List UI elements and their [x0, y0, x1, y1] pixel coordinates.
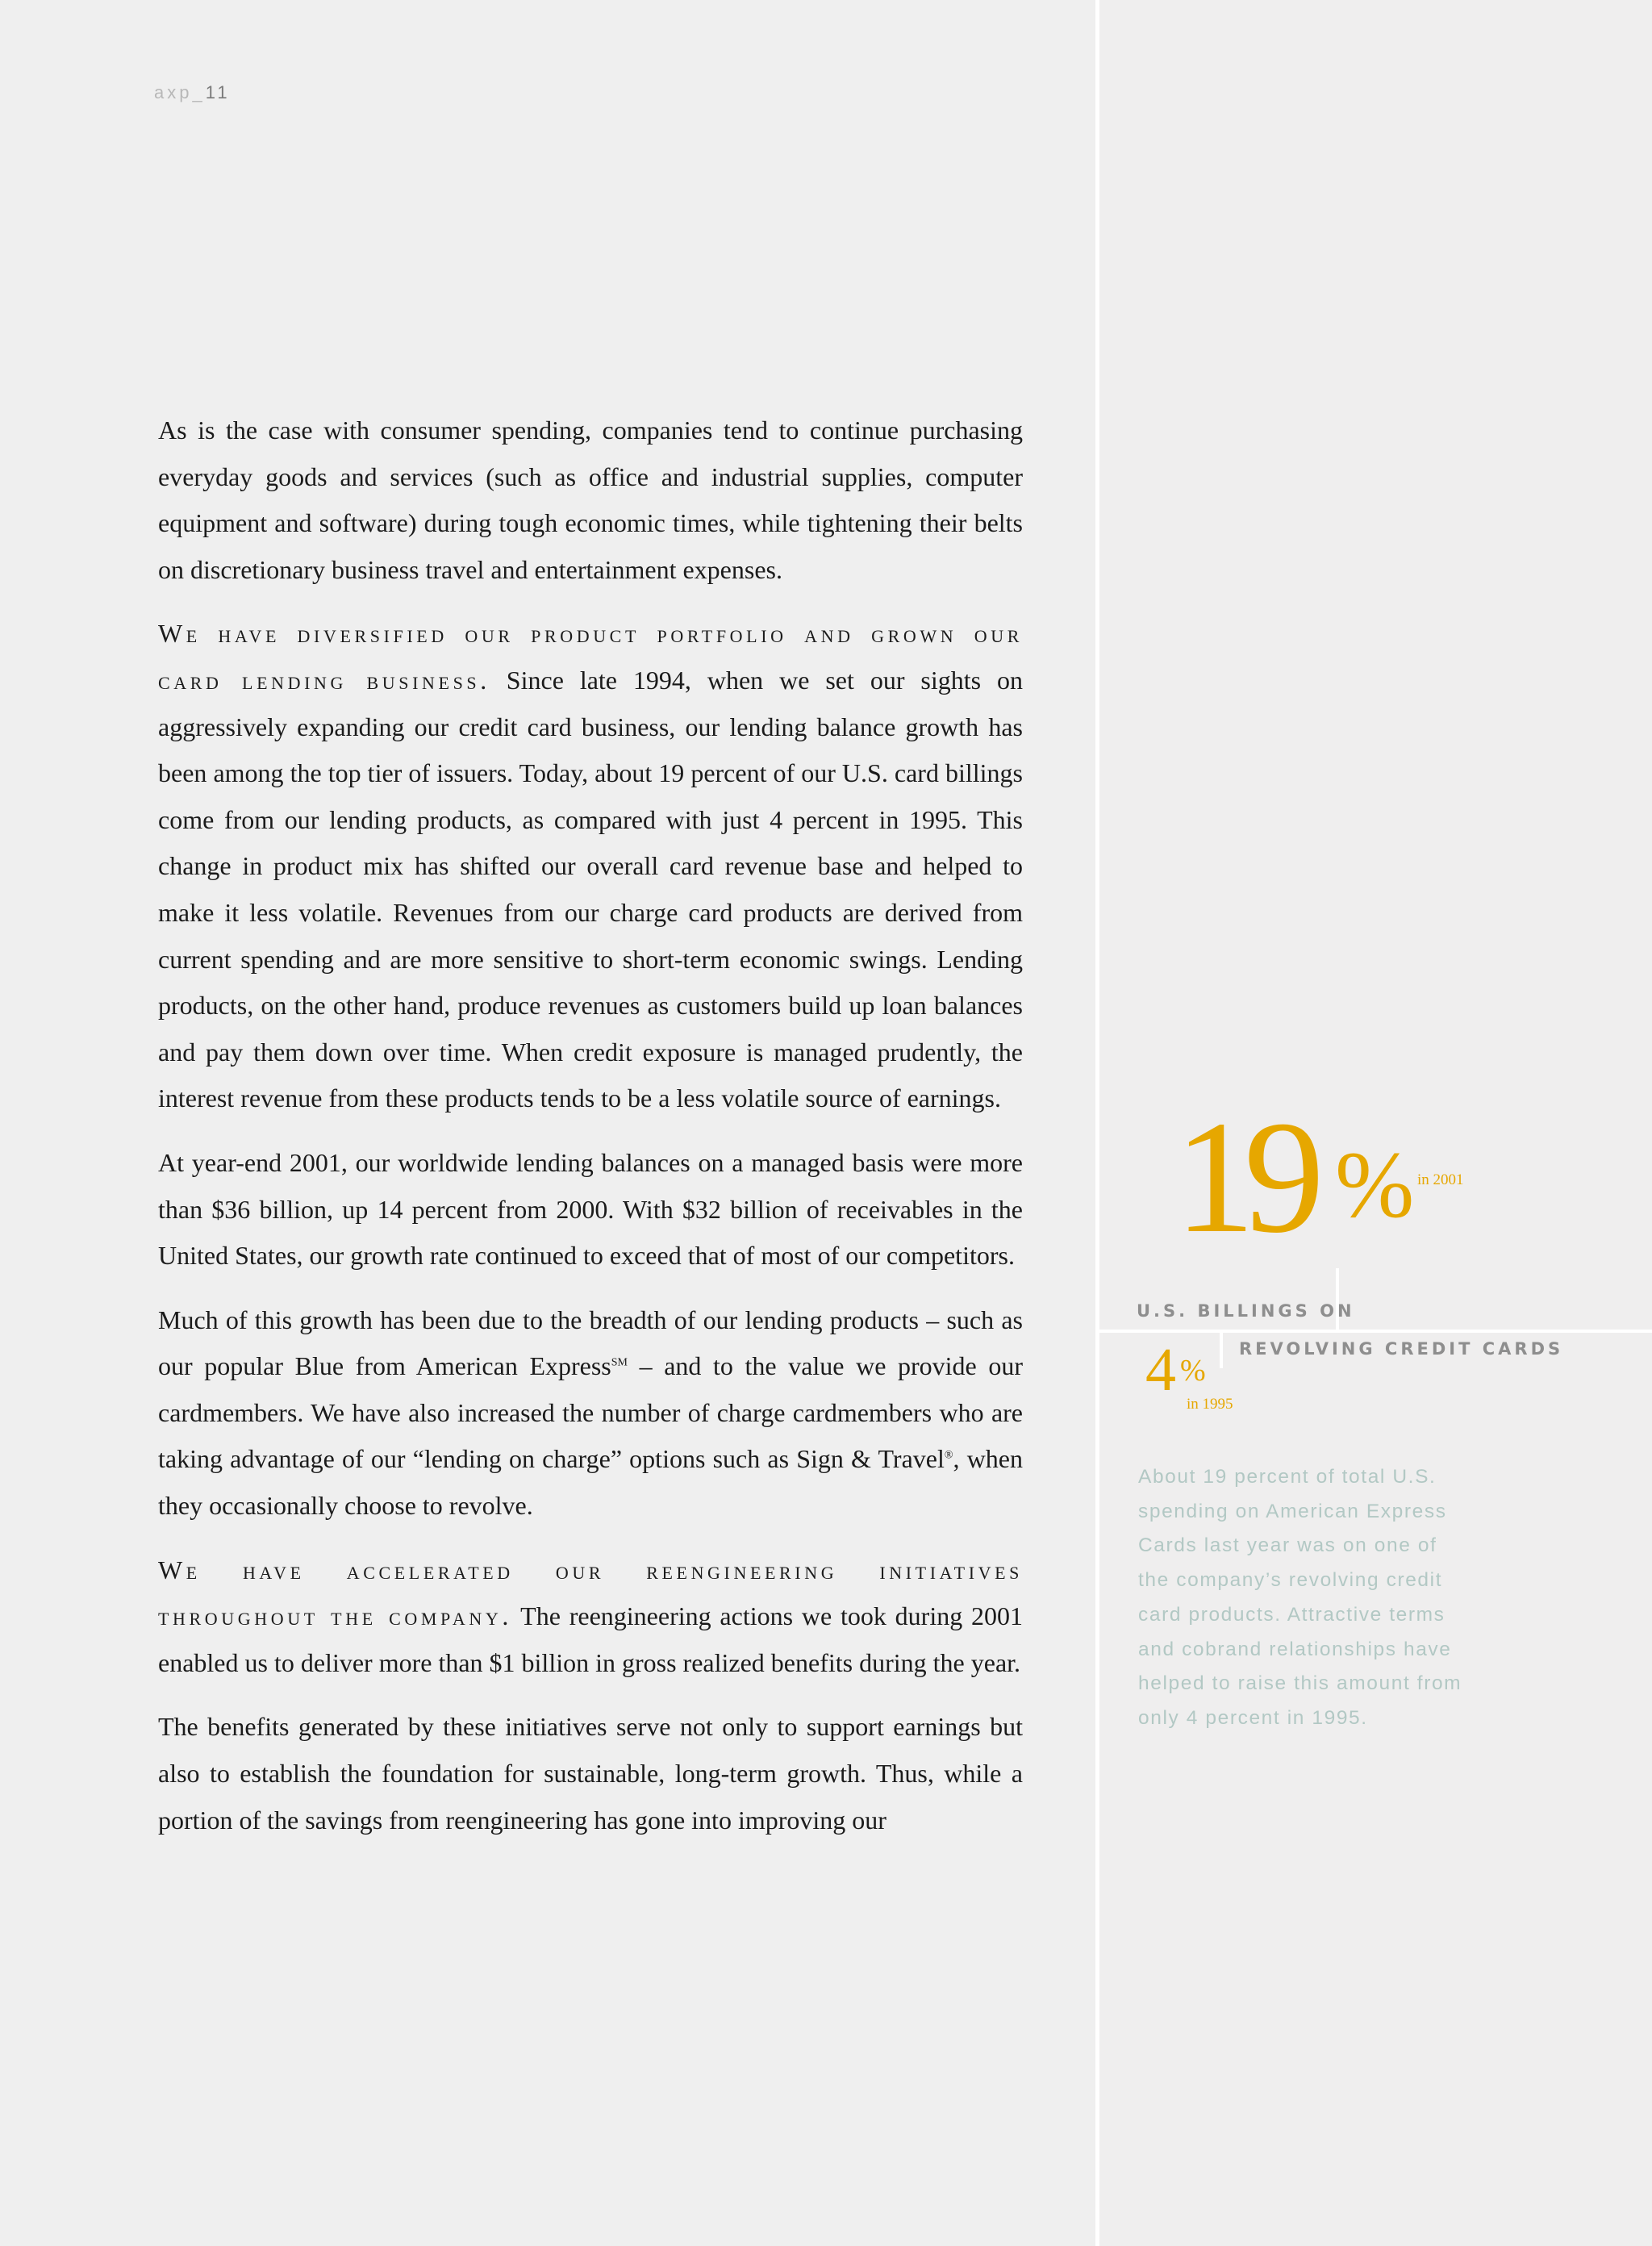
stat-horizontal-rule	[1099, 1330, 1652, 1333]
stat-connector-line	[1336, 1268, 1339, 1331]
stat-label-line-2: REVOLVING CREDIT CARDS	[1239, 1339, 1564, 1359]
page-number-value: 11	[205, 82, 231, 102]
stat-label-line-1: U.S. BILLINGS ON	[1137, 1301, 1355, 1321]
paragraph-4-part-c: , when they occasionally choose to revolve.	[158, 1444, 1024, 1521]
stat-1995-value: 4	[1145, 1336, 1176, 1404]
caption-line: the company’s revolving credit	[1138, 1569, 1443, 1592]
stat-1995-percent-sign: %	[1180, 1354, 1206, 1388]
stat-1995-year: in 1995	[1187, 1396, 1233, 1413]
paragraph-4-part-a: Much of this growth has been due to the breadth of our lending products – such as our popular Blue from American Express	[158, 1305, 1023, 1381]
stat-connector-line-small	[1220, 1331, 1223, 1368]
paragraph-6: The benefits generated by these initiatives serve not only to support earnings but also to establish the foundation for sustainable, long-term growth. Thus, while a portion of the savings from reengineering has gone into improving our	[158, 1712, 1023, 1835]
paragraph-5	[158, 1547, 1023, 1687]
paragraph-5-text: The reengineering actions we took during 2001 enabled us to deliver more than $1 billion in gross realized benefits during the year.	[158, 1601, 1024, 1677]
paragraph-3: At year-end 2001, our worldwide lending balances on a managed basis were more than $36 billion, up 14 percent from 2000. With $32 billion of receivables in the United States, our growth rate continued to exceed that of most of our competitors.	[158, 1147, 1023, 1271]
section-lead-diversified: We have diversified our product portfolio and grown our card lending business.	[158, 619, 1023, 695]
paragraph-4	[158, 1297, 1023, 1530]
caption-line: card products. Attractive terms	[1138, 1603, 1446, 1626]
paragraph-2-text: Since late 1994, when we set our sights on aggressively expanding our credit card business, our lending balance growth has been among the top tier of issuers. Today, about 19 percent of our U.S. card billings come from our lending products, as compared with just 4 percent in 1995. This change in product mix has shifted our overall card revenue base and helped to make it less volatile. Revenues from our charge card products are derived from current spending and are more sensitive to short-term economic swings. Lending products, on the other hand, produce revenues as customers build up loan balances and pay them down over time. When credit exposure is managed prudently, the interest revenue from these products tends to be a less volatile source of earnings.	[158, 665, 1024, 1113]
registered-mark: ®	[944, 1449, 953, 1462]
caption-line: About 19 percent of total U.S.	[1138, 1466, 1437, 1488]
page-number	[154, 82, 231, 103]
stat-2001-percent-sign: %	[1335, 1132, 1415, 1238]
stat-2001-year: in 2001	[1417, 1171, 1464, 1188]
caption-line: spending on American Express	[1138, 1500, 1447, 1522]
service-mark: SM	[611, 1356, 628, 1369]
paragraph-1: As is the case with consumer spending, companies tend to continue purchasing everyday goods and services (such as office and industrial supplies, computer equipment and software) during tough economic times, while tightening their belts on discretionary business travel and entertainment expenses.	[158, 415, 1023, 584]
stat-2001-value: 19	[1174, 1088, 1313, 1267]
paragraph-4-part-b: – and to the value we provide our cardmembers. We have also increased the number of charge cardmembers who are taking advantage of our “lending on charge” options such as Sign & Travel	[158, 1351, 1024, 1474]
sidebar-caption	[1138, 1460, 1517, 1736]
caption-line: Cards last year was on one of	[1138, 1534, 1437, 1557]
section-lead-reengineering: We have accelerated our reengineering initiatives throughout the company.	[158, 1555, 1023, 1631]
page-prefix: axp_	[154, 82, 206, 102]
caption-line: and cobrand relationships have	[1138, 1638, 1452, 1660]
article-body	[158, 407, 1023, 1861]
caption-line: helped to raise this amount from	[1138, 1672, 1462, 1695]
paragraph-2	[158, 611, 1023, 1122]
caption-line: only 4 percent in 1995.	[1138, 1706, 1368, 1729]
